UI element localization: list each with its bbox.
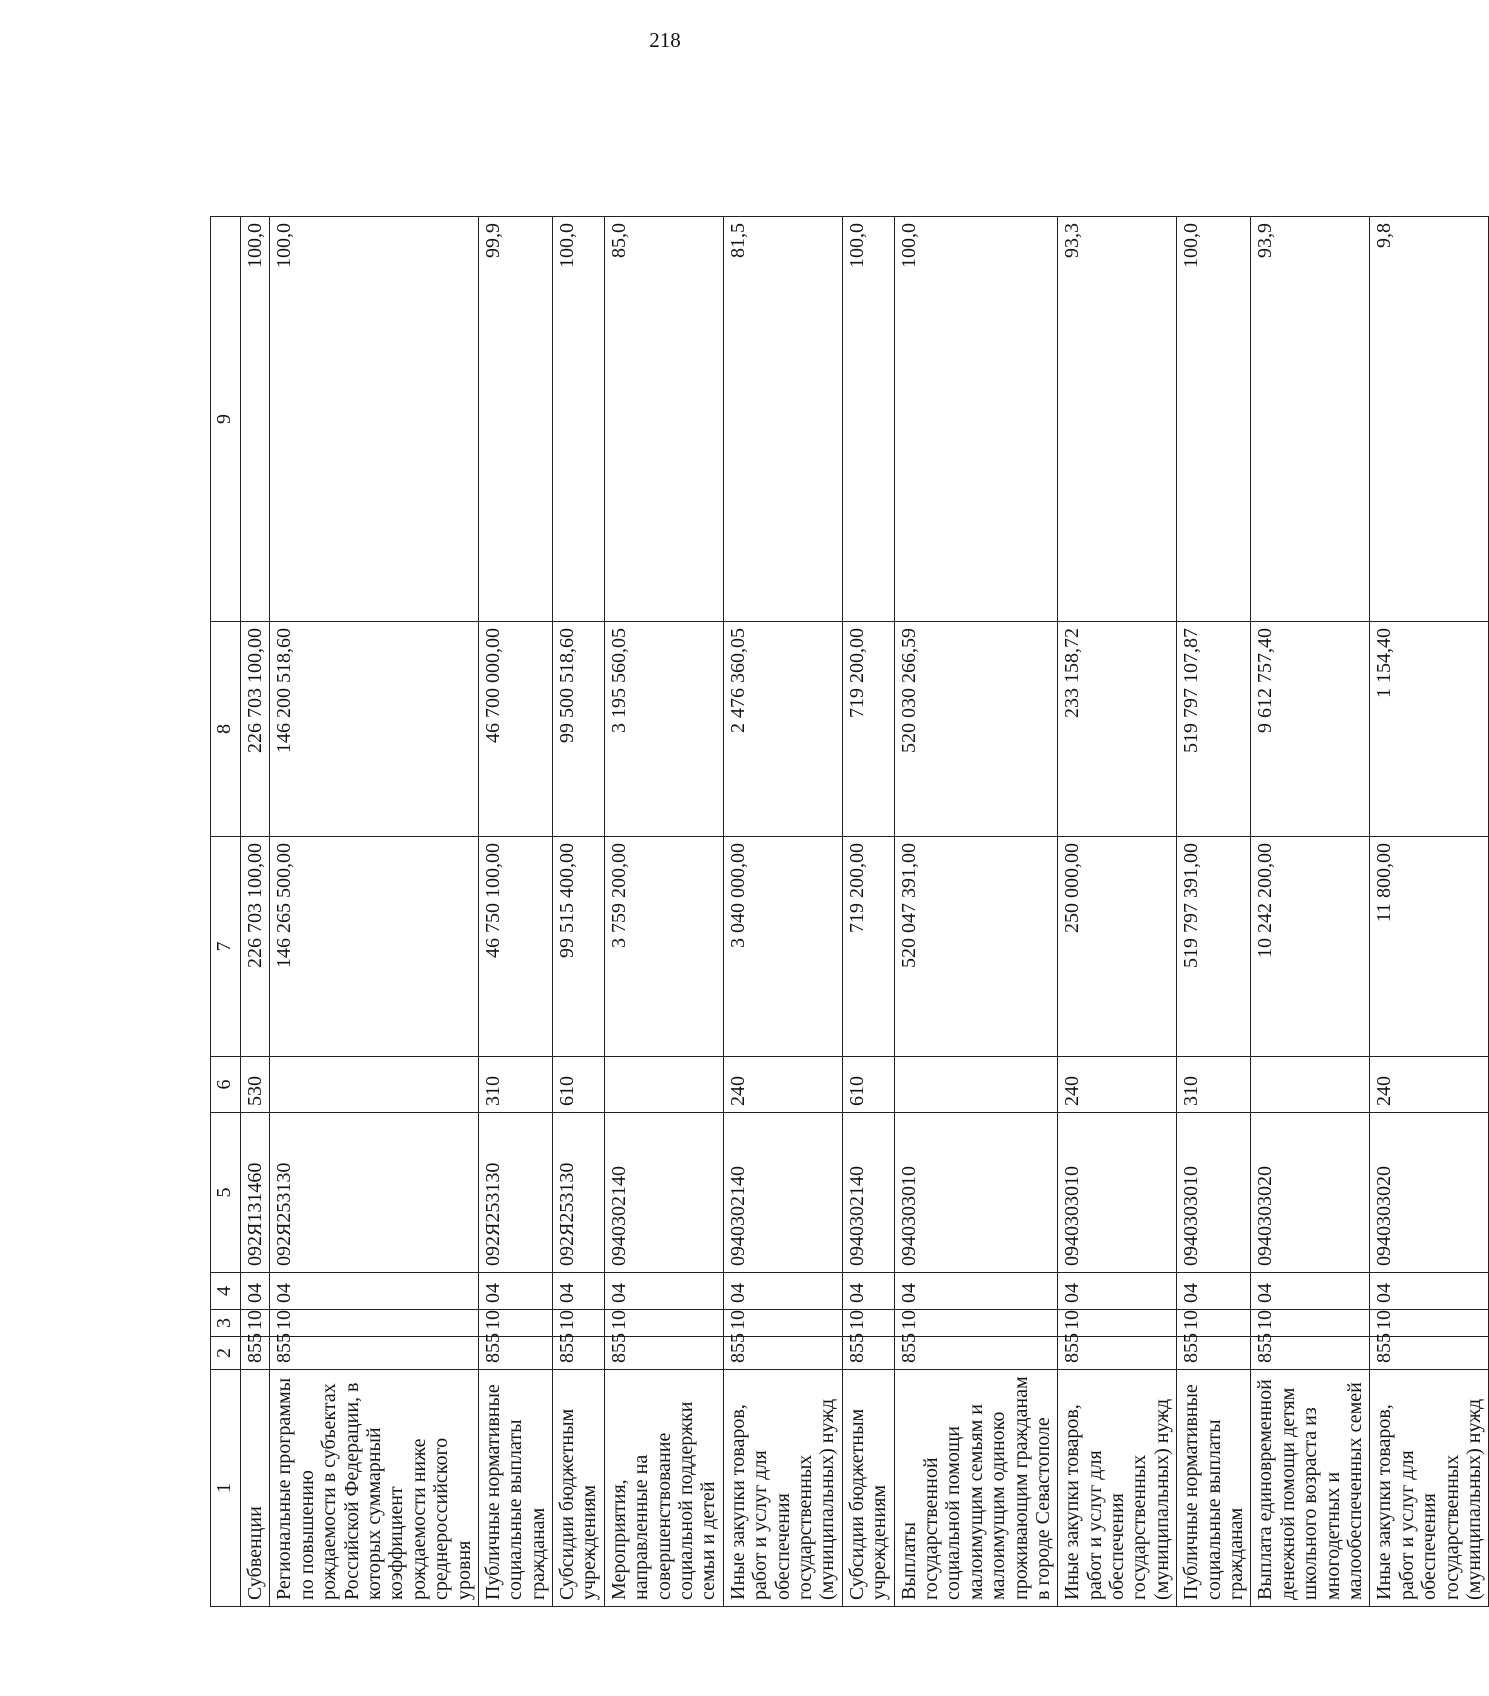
cell-col-2: 855 bbox=[604, 1337, 723, 1370]
header-col-7: 7 bbox=[211, 837, 241, 1057]
row-name: Публичные нормативные социальные выплаты гражданам bbox=[478, 1370, 552, 1607]
cell-col-9: 100,0 bbox=[894, 217, 1058, 622]
cell-col-4: 04 bbox=[1370, 1273, 1489, 1310]
cell-col-7: 226 703 100,00 bbox=[241, 837, 270, 1057]
row-name: Публичные нормативные социальные выплаты гражданам bbox=[1177, 1370, 1251, 1607]
cell-code: 0940303010 bbox=[1177, 1113, 1251, 1273]
table-body bbox=[241, 217, 1489, 1607]
cell-col-2: 855 bbox=[1251, 1337, 1370, 1370]
cell-col-3: 10 bbox=[241, 1310, 270, 1337]
cell-col-2: 855 bbox=[553, 1337, 605, 1370]
cell-col-6: 310 bbox=[478, 1057, 552, 1113]
row-name: Региональные программы по повышению рождаемости в субъектах Российской Федерации, в которых суммарный коэффициент рождаемости ниже среднероссийского уровня bbox=[270, 1370, 479, 1607]
table-row bbox=[1370, 217, 1489, 1607]
cell-col-8: 1 154,40 bbox=[1370, 622, 1489, 837]
row-name: Иные закупки товаров, работ и услуг для обеспечения государственных (муниципальных) нужд bbox=[1370, 1370, 1489, 1607]
cell-col-4: 04 bbox=[270, 1273, 479, 1310]
cell-col-7: 46 750 100,00 bbox=[478, 837, 552, 1057]
header-col-4: 4 bbox=[211, 1273, 241, 1310]
cell-col-2: 855 bbox=[842, 1337, 894, 1370]
cell-col-2: 855 bbox=[723, 1337, 842, 1370]
cell-col-3: 10 bbox=[723, 1310, 842, 1337]
cell-col-7: 3 040 000,00 bbox=[723, 837, 842, 1057]
cell-col-3: 10 bbox=[1177, 1310, 1251, 1337]
cell-code: 0940303010 bbox=[894, 1113, 1058, 1273]
row-name: Иные закупки товаров, работ и услуг для обеспечения государственных (муниципальных) нужд bbox=[723, 1370, 842, 1607]
rotated-table-container bbox=[210, 217, 1485, 1607]
cell-col-6: 240 bbox=[723, 1057, 842, 1113]
cell-col-2: 855 bbox=[270, 1337, 479, 1370]
cell-col-2: 855 bbox=[1058, 1337, 1177, 1370]
cell-col-9: 9,8 bbox=[1370, 217, 1489, 622]
cell-col-2: 855 bbox=[478, 1337, 552, 1370]
cell-col-6: 240 bbox=[1370, 1057, 1489, 1113]
cell-col-8: 3 195 560,05 bbox=[604, 622, 723, 837]
cell-col-4: 04 bbox=[842, 1273, 894, 1310]
cell-col-9: 100,0 bbox=[241, 217, 270, 622]
cell-col-4: 04 bbox=[894, 1273, 1058, 1310]
cell-code: 092Я131460 bbox=[241, 1113, 270, 1273]
cell-col-2: 855 bbox=[1370, 1337, 1489, 1370]
cell-col-9: 100,0 bbox=[553, 217, 605, 622]
table-row bbox=[1177, 217, 1251, 1607]
cell-col-7: 3 759 200,00 bbox=[604, 837, 723, 1057]
cell-col-4: 04 bbox=[478, 1273, 552, 1310]
cell-col-3: 10 bbox=[604, 1310, 723, 1337]
cell-code: 0940302140 bbox=[604, 1113, 723, 1273]
cell-col-4: 04 bbox=[1058, 1273, 1177, 1310]
cell-col-3: 10 bbox=[270, 1310, 479, 1337]
row-name: Мероприятия, направленные на совершенствование социальной поддержки семьи и детей bbox=[604, 1370, 723, 1607]
table-row bbox=[478, 217, 552, 1607]
cell-col-9: 100,0 bbox=[270, 217, 479, 622]
cell-col-4: 04 bbox=[723, 1273, 842, 1310]
cell-col-8: 46 700 000,00 bbox=[478, 622, 552, 837]
header-col-9: 9 bbox=[211, 217, 241, 622]
table-row bbox=[1058, 217, 1177, 1607]
cell-col-4: 04 bbox=[1177, 1273, 1251, 1310]
row-name: Выплаты государственной социальной помощи малоимущим семьям и малоимущим одиноко проживающим гражданам в городе Севастополе bbox=[894, 1370, 1058, 1607]
page-number: 218 bbox=[649, 28, 681, 52]
cell-code: 092Я253130 bbox=[478, 1113, 552, 1273]
cell-col-6 bbox=[1251, 1057, 1370, 1113]
cell-col-7: 10 242 200,00 bbox=[1251, 837, 1370, 1057]
cell-col-6: 530 bbox=[241, 1057, 270, 1113]
cell-col-3: 10 bbox=[894, 1310, 1058, 1337]
header-col-5: 5 bbox=[211, 1113, 241, 1273]
cell-col-4: 04 bbox=[553, 1273, 605, 1310]
cell-col-3: 10 bbox=[478, 1310, 552, 1337]
cell-col-4: 04 bbox=[1251, 1273, 1370, 1310]
cell-col-8: 519 797 107,87 bbox=[1177, 622, 1251, 837]
cell-col-7: 146 265 500,00 bbox=[270, 837, 479, 1057]
table-row bbox=[270, 217, 479, 1607]
cell-col-2: 855 bbox=[241, 1337, 270, 1370]
cell-col-9: 85,0 bbox=[604, 217, 723, 622]
cell-col-8: 719 200,00 bbox=[842, 622, 894, 837]
cell-col-9: 99,9 bbox=[478, 217, 552, 622]
cell-col-3: 10 bbox=[1251, 1310, 1370, 1337]
cell-col-8: 9 612 757,40 bbox=[1251, 622, 1370, 837]
cell-col-2: 855 bbox=[1177, 1337, 1251, 1370]
cell-col-8: 146 200 518,60 bbox=[270, 622, 479, 837]
header-col-1: 1 bbox=[211, 1370, 241, 1607]
cell-col-6: 240 bbox=[1058, 1057, 1177, 1113]
cell-col-9: 100,0 bbox=[842, 217, 894, 622]
table-row bbox=[894, 217, 1058, 1607]
table-row bbox=[604, 217, 723, 1607]
budget-table bbox=[210, 216, 1489, 1607]
cell-code: 0940303020 bbox=[1370, 1113, 1489, 1273]
cell-col-3: 10 bbox=[1058, 1310, 1177, 1337]
header-col-2: 2 bbox=[211, 1337, 241, 1370]
cell-col-6 bbox=[270, 1057, 479, 1113]
cell-code: 0940302140 bbox=[723, 1113, 842, 1273]
row-name: Субвенции bbox=[241, 1370, 270, 1607]
cell-col-8: 99 500 518,60 bbox=[553, 622, 605, 837]
cell-col-8: 233 158,72 bbox=[1058, 622, 1177, 837]
cell-col-9: 100,0 bbox=[1177, 217, 1251, 622]
cell-col-7: 99 515 400,00 bbox=[553, 837, 605, 1057]
cell-col-2: 855 bbox=[894, 1337, 1058, 1370]
header-row bbox=[211, 217, 241, 1607]
cell-col-7: 11 800,00 bbox=[1370, 837, 1489, 1057]
row-name: Субсидии бюджетным учреждениям bbox=[553, 1370, 605, 1607]
row-name: Субсидии бюджетным учреждениям bbox=[842, 1370, 894, 1607]
cell-code: 0940302140 bbox=[842, 1113, 894, 1273]
table-header bbox=[211, 217, 241, 1607]
cell-col-7: 519 797 391,00 bbox=[1177, 837, 1251, 1057]
table-row bbox=[842, 217, 894, 1607]
cell-col-3: 10 bbox=[842, 1310, 894, 1337]
cell-code: 0940303010 bbox=[1058, 1113, 1177, 1273]
header-col-8: 8 bbox=[211, 622, 241, 837]
row-name: Выплата единовременной денежной помощи детям школьного возраста из многодетных и малообеспеченных семей bbox=[1251, 1370, 1370, 1607]
table-row bbox=[1251, 217, 1370, 1607]
cell-col-6 bbox=[604, 1057, 723, 1113]
header-col-6: 6 bbox=[211, 1057, 241, 1113]
cell-col-9: 93,3 bbox=[1058, 217, 1177, 622]
cell-col-6: 610 bbox=[842, 1057, 894, 1113]
cell-col-6: 610 bbox=[553, 1057, 605, 1113]
table-row bbox=[723, 217, 842, 1607]
cell-col-8: 520 030 266,59 bbox=[894, 622, 1058, 837]
cell-col-9: 93,9 bbox=[1251, 217, 1370, 622]
cell-col-7: 250 000,00 bbox=[1058, 837, 1177, 1057]
cell-col-7: 719 200,00 bbox=[842, 837, 894, 1057]
table-row bbox=[553, 217, 605, 1607]
header-col-3: 3 bbox=[211, 1310, 241, 1337]
cell-col-8: 2 476 360,05 bbox=[723, 622, 842, 837]
cell-code: 092Я253130 bbox=[553, 1113, 605, 1273]
cell-col-6: 310 bbox=[1177, 1057, 1251, 1113]
table-row bbox=[241, 217, 270, 1607]
cell-col-6 bbox=[894, 1057, 1058, 1113]
cell-col-8: 226 703 100,00 bbox=[241, 622, 270, 837]
cell-col-4: 04 bbox=[241, 1273, 270, 1310]
cell-col-7: 520 047 391,00 bbox=[894, 837, 1058, 1057]
cell-code: 0940303020 bbox=[1251, 1113, 1370, 1273]
row-name: Иные закупки товаров, работ и услуг для обеспечения государственных (муниципальных) нужд bbox=[1058, 1370, 1177, 1607]
cell-col-9: 81,5 bbox=[723, 217, 842, 622]
cell-code: 092Я253130 bbox=[270, 1113, 479, 1273]
cell-col-4: 04 bbox=[604, 1273, 723, 1310]
cell-col-3: 10 bbox=[553, 1310, 605, 1337]
cell-col-3: 10 bbox=[1370, 1310, 1489, 1337]
